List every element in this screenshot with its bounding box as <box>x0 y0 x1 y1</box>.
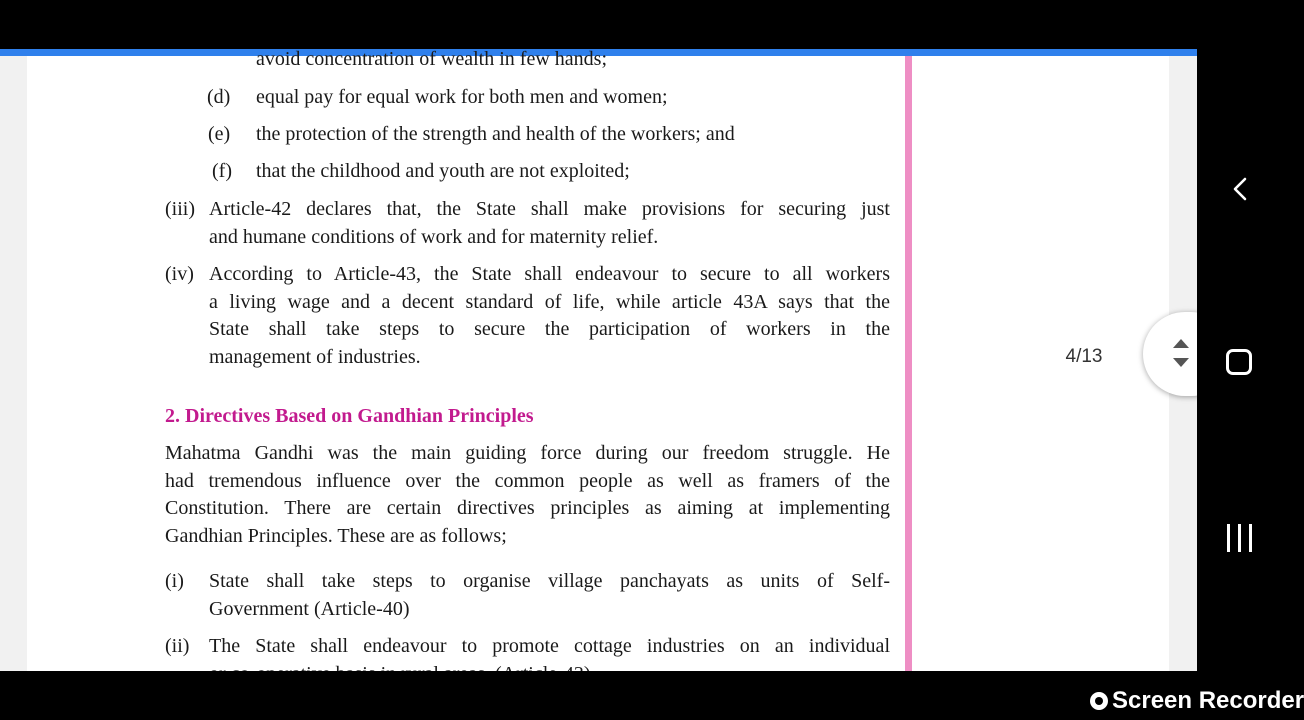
item-line: management of industries. <box>209 346 421 368</box>
item-marker: (iii) <box>165 198 195 220</box>
item-line: and humane conditions of work and for maternity relief. <box>209 226 659 248</box>
bottom-bar <box>0 671 1280 720</box>
line-text: the protection of the strength and health of the workers; and <box>256 123 735 145</box>
recent-apps-icon[interactable] <box>1226 524 1254 552</box>
pdf-viewer[interactable] <box>0 48 1197 671</box>
item-line: The State shall endeavour to promote cottage industries on an individual <box>209 635 890 657</box>
status-bar <box>0 0 1280 49</box>
home-icon[interactable] <box>1226 349 1252 375</box>
item-marker: (i) <box>165 570 184 592</box>
item-line: State shall take steps to secure the participation of workers in the <box>209 318 890 340</box>
line-text: equal pay for equal work for both men and women; <box>256 86 668 108</box>
paragraph-line: Gandhian Principles. These are as follows; <box>165 525 507 547</box>
scroll-up-icon <box>1173 339 1189 348</box>
back-icon[interactable] <box>1229 177 1253 201</box>
recorder-label: Screen Recorder <box>1112 687 1304 714</box>
paragraph-line: had tremendous influence over the common people as well as framers of the <box>165 470 890 492</box>
item-marker: (e) <box>208 123 231 145</box>
line-text: avoid concentration of wealth in few hands; <box>256 48 607 70</box>
pdf-page[interactable] <box>27 48 1169 671</box>
item-line: Government (Article-40) <box>209 598 410 620</box>
screen-recorder-watermark <box>1090 686 1304 716</box>
item-marker: (f) <box>212 160 232 182</box>
scroll-down-icon <box>1173 358 1189 367</box>
item-marker: (ii) <box>165 635 190 657</box>
item-marker: (d) <box>207 86 231 108</box>
section-heading: 2. Directives Based on Gandhian Principles <box>165 405 534 427</box>
page-indicator: 4/13 <box>1042 340 1126 374</box>
page-margin-rule <box>905 56 912 671</box>
line-text: that the childhood and youth are not exploited; <box>256 160 630 182</box>
item-line: According to Article-43, the State shall endeavour to secure to all workers <box>209 263 890 285</box>
item-marker: (iv) <box>165 263 194 285</box>
paragraph-line: Constitution. There are certain directives principles as aiming at implementing <box>165 497 890 519</box>
item-line: a living wage and a decent standard of life, while article 43A says that the <box>209 291 890 313</box>
item-line: State shall take steps to organise village panchayats as units of Self- <box>209 570 890 592</box>
item-line: Article-42 declares that, the State shall make provisions for securing just <box>209 198 890 220</box>
record-icon <box>1090 692 1108 710</box>
paragraph-line: Mahatma Gandhi was the main guiding force during our freedom struggle. He <box>165 442 890 464</box>
